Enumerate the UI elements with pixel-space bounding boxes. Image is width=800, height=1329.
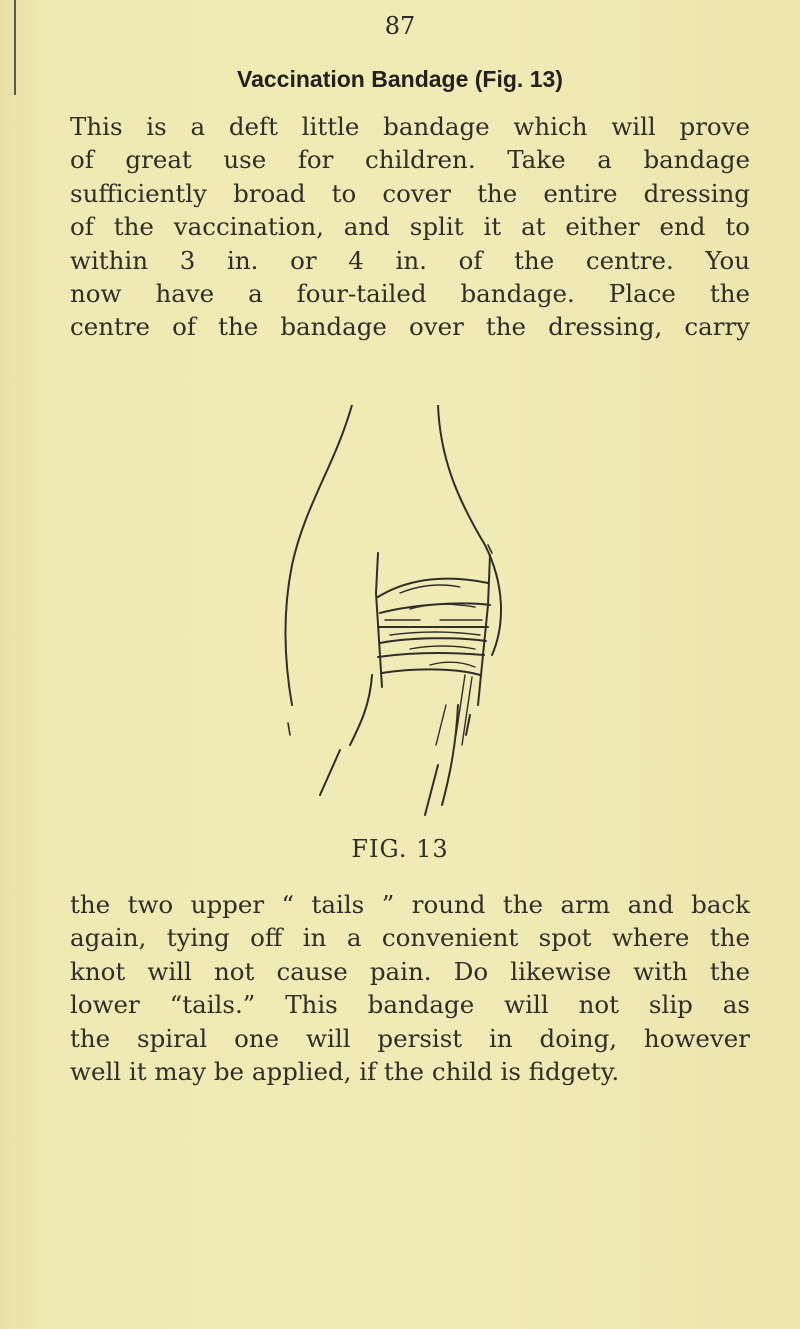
paragraph-top — [70, 110, 750, 344]
text-line: This is a deft little bandage which will prove — [70, 112, 750, 141]
figure-caption: FIG. 13 — [351, 835, 449, 863]
text-line: again, tying off in a convenient spot where the — [70, 923, 750, 953]
section-title: Vaccination Bandage (Fig. 13) — [237, 66, 563, 92]
text-line: well it may be applied, if the child is fidgety. — [70, 1057, 620, 1087]
text-line: the spiral one will persist in doing, however — [70, 1023, 750, 1053]
text-line: the two upper “ tails ” round the arm and back — [70, 890, 750, 919]
text-line: now have a four-tailed bandage. Place the — [70, 279, 750, 309]
text-line: within 3 in. or 4 in. of the centre. You — [70, 245, 750, 275]
page-number: 87 — [384, 12, 416, 40]
figure-drawing — [260, 405, 530, 835]
text-line: knot will not cause pain. Do likewise with the — [70, 956, 750, 986]
text-line: lower “tails.” This bandage will not slip as — [70, 990, 750, 1020]
text-line: centre of the bandage over the dressing, carry — [70, 312, 750, 342]
binding-edge — [14, 0, 16, 95]
text-line: of the vaccination, and split it at either end to — [70, 212, 750, 242]
text-line: sufficiently broad to cover the entire dressing — [70, 178, 750, 208]
paragraph-bottom — [70, 888, 750, 1088]
arm-bandage-illustration — [260, 405, 530, 835]
text-line: of great use for children. Take a bandage — [70, 145, 750, 175]
